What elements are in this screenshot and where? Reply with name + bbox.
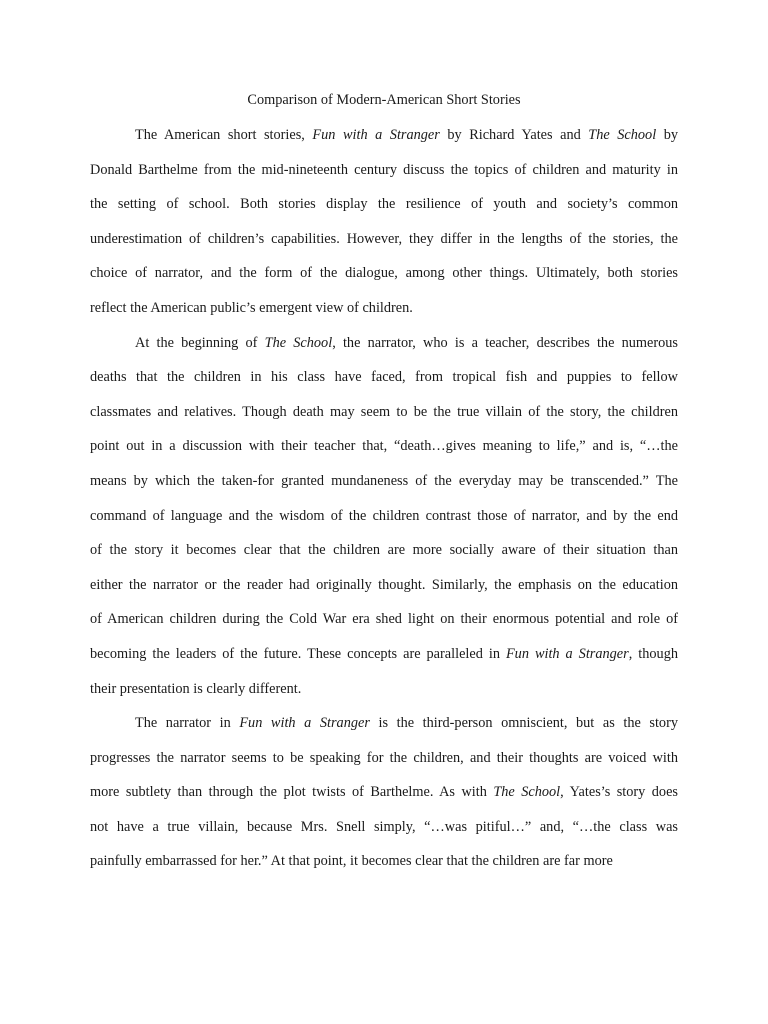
text-run: choice of narrator, and the form of the dialogue, among other things. Ultimately, both stories	[90, 265, 678, 282]
italic-title: The School	[493, 784, 561, 801]
text-line	[90, 187, 678, 222]
text-run: of the story it becomes clear that the children are more socially aware of their situation than	[90, 542, 678, 559]
text-run: underestimation of children’s capabilities. However, they differ in the lengths of the stories, the	[90, 230, 678, 247]
text-run: not have a true villain, because Mrs. Snell simply, “…was pitiful…” and, “…the class was	[90, 818, 678, 835]
text-run: , the narrator, who is a teacher, describes the numerous	[332, 334, 678, 351]
text-run: is the third-person omniscient, but as the story	[369, 715, 678, 732]
text-run: by Richard Yates and	[439, 127, 589, 143]
text-line	[90, 360, 678, 395]
italic-title: The School	[264, 334, 333, 351]
text-run: becoming the leaders of the future. These concepts are paralleled in	[90, 645, 506, 662]
text-run: , though	[628, 645, 678, 662]
text-run: by	[656, 127, 678, 143]
text-line	[90, 602, 678, 637]
text-line	[90, 291, 678, 326]
text-run: deaths that the children in his class have faced, from tropical fish and puppies to fellow	[90, 369, 678, 386]
paragraph	[90, 706, 678, 879]
text-run: painfully embarrassed for her.” At that point, it becomes clear that the children are far more	[90, 853, 613, 870]
italic-title: The School	[588, 127, 657, 143]
text-line	[90, 844, 678, 879]
text-line	[90, 741, 678, 776]
text-line	[90, 118, 678, 153]
document-body	[90, 118, 678, 879]
text-line	[90, 256, 678, 291]
text-line	[90, 533, 678, 568]
text-run: point out in a discussion with their teacher that, “death…gives meaning to life,” and is, “…the	[90, 438, 678, 455]
text-run: progresses the narrator seems to be speaking for the children, and their thoughts are voiced with	[90, 749, 678, 766]
text-line	[90, 464, 678, 499]
text-line	[90, 810, 678, 845]
text-line	[90, 222, 678, 257]
text-line	[90, 568, 678, 603]
text-run: reflect the American public’s emergent view of children.	[90, 299, 413, 316]
text-line	[90, 672, 678, 707]
document-title: Comparison of Modern-American Short Stories	[247, 92, 521, 108]
text-run: Donald Barthelme from the mid-nineteenth century discuss the topics of children and maturity in	[90, 161, 678, 178]
text-run: the setting of school. Both stories display the resilience of youth and society’s common	[90, 196, 678, 213]
text-line	[90, 153, 678, 188]
text-line	[90, 326, 678, 361]
italic-title: Fun with a Stranger	[239, 715, 370, 732]
text-run: of American children during the Cold War era shed light on their enormous potential and role of	[90, 611, 678, 628]
italic-title: Fun with a Stranger	[505, 645, 629, 662]
text-line	[90, 499, 678, 534]
text-line	[90, 775, 678, 810]
text-run: means by which the taken-for granted mundaneness of the everyday may be transcended.” The	[90, 472, 678, 489]
text-run: The narrator in	[135, 715, 240, 732]
text-run: At the beginning of	[135, 334, 265, 351]
text-run: , Yates’s story does	[560, 784, 678, 801]
text-line	[90, 395, 678, 430]
text-run: The American short stories,	[135, 127, 313, 143]
text-line	[90, 706, 678, 741]
text-run: more subtlety than through the plot twists of Barthelme. As with	[90, 784, 494, 801]
text-run: their presentation is clearly different.	[90, 680, 302, 697]
text-line	[90, 429, 678, 464]
paragraph	[90, 326, 678, 707]
italic-title: Fun with a Stranger	[312, 127, 440, 143]
text-run: command of language and the wisdom of the children contrast those of narrator, and by the end	[90, 507, 678, 524]
paragraph	[90, 118, 678, 326]
text-run: classmates and relatives. Though death may seem to be the true villain of the story, the children	[90, 403, 678, 420]
text-line	[90, 637, 678, 672]
text-run: either the narrator or the reader had originally thought. Similarly, the emphasis on the education	[90, 576, 678, 593]
